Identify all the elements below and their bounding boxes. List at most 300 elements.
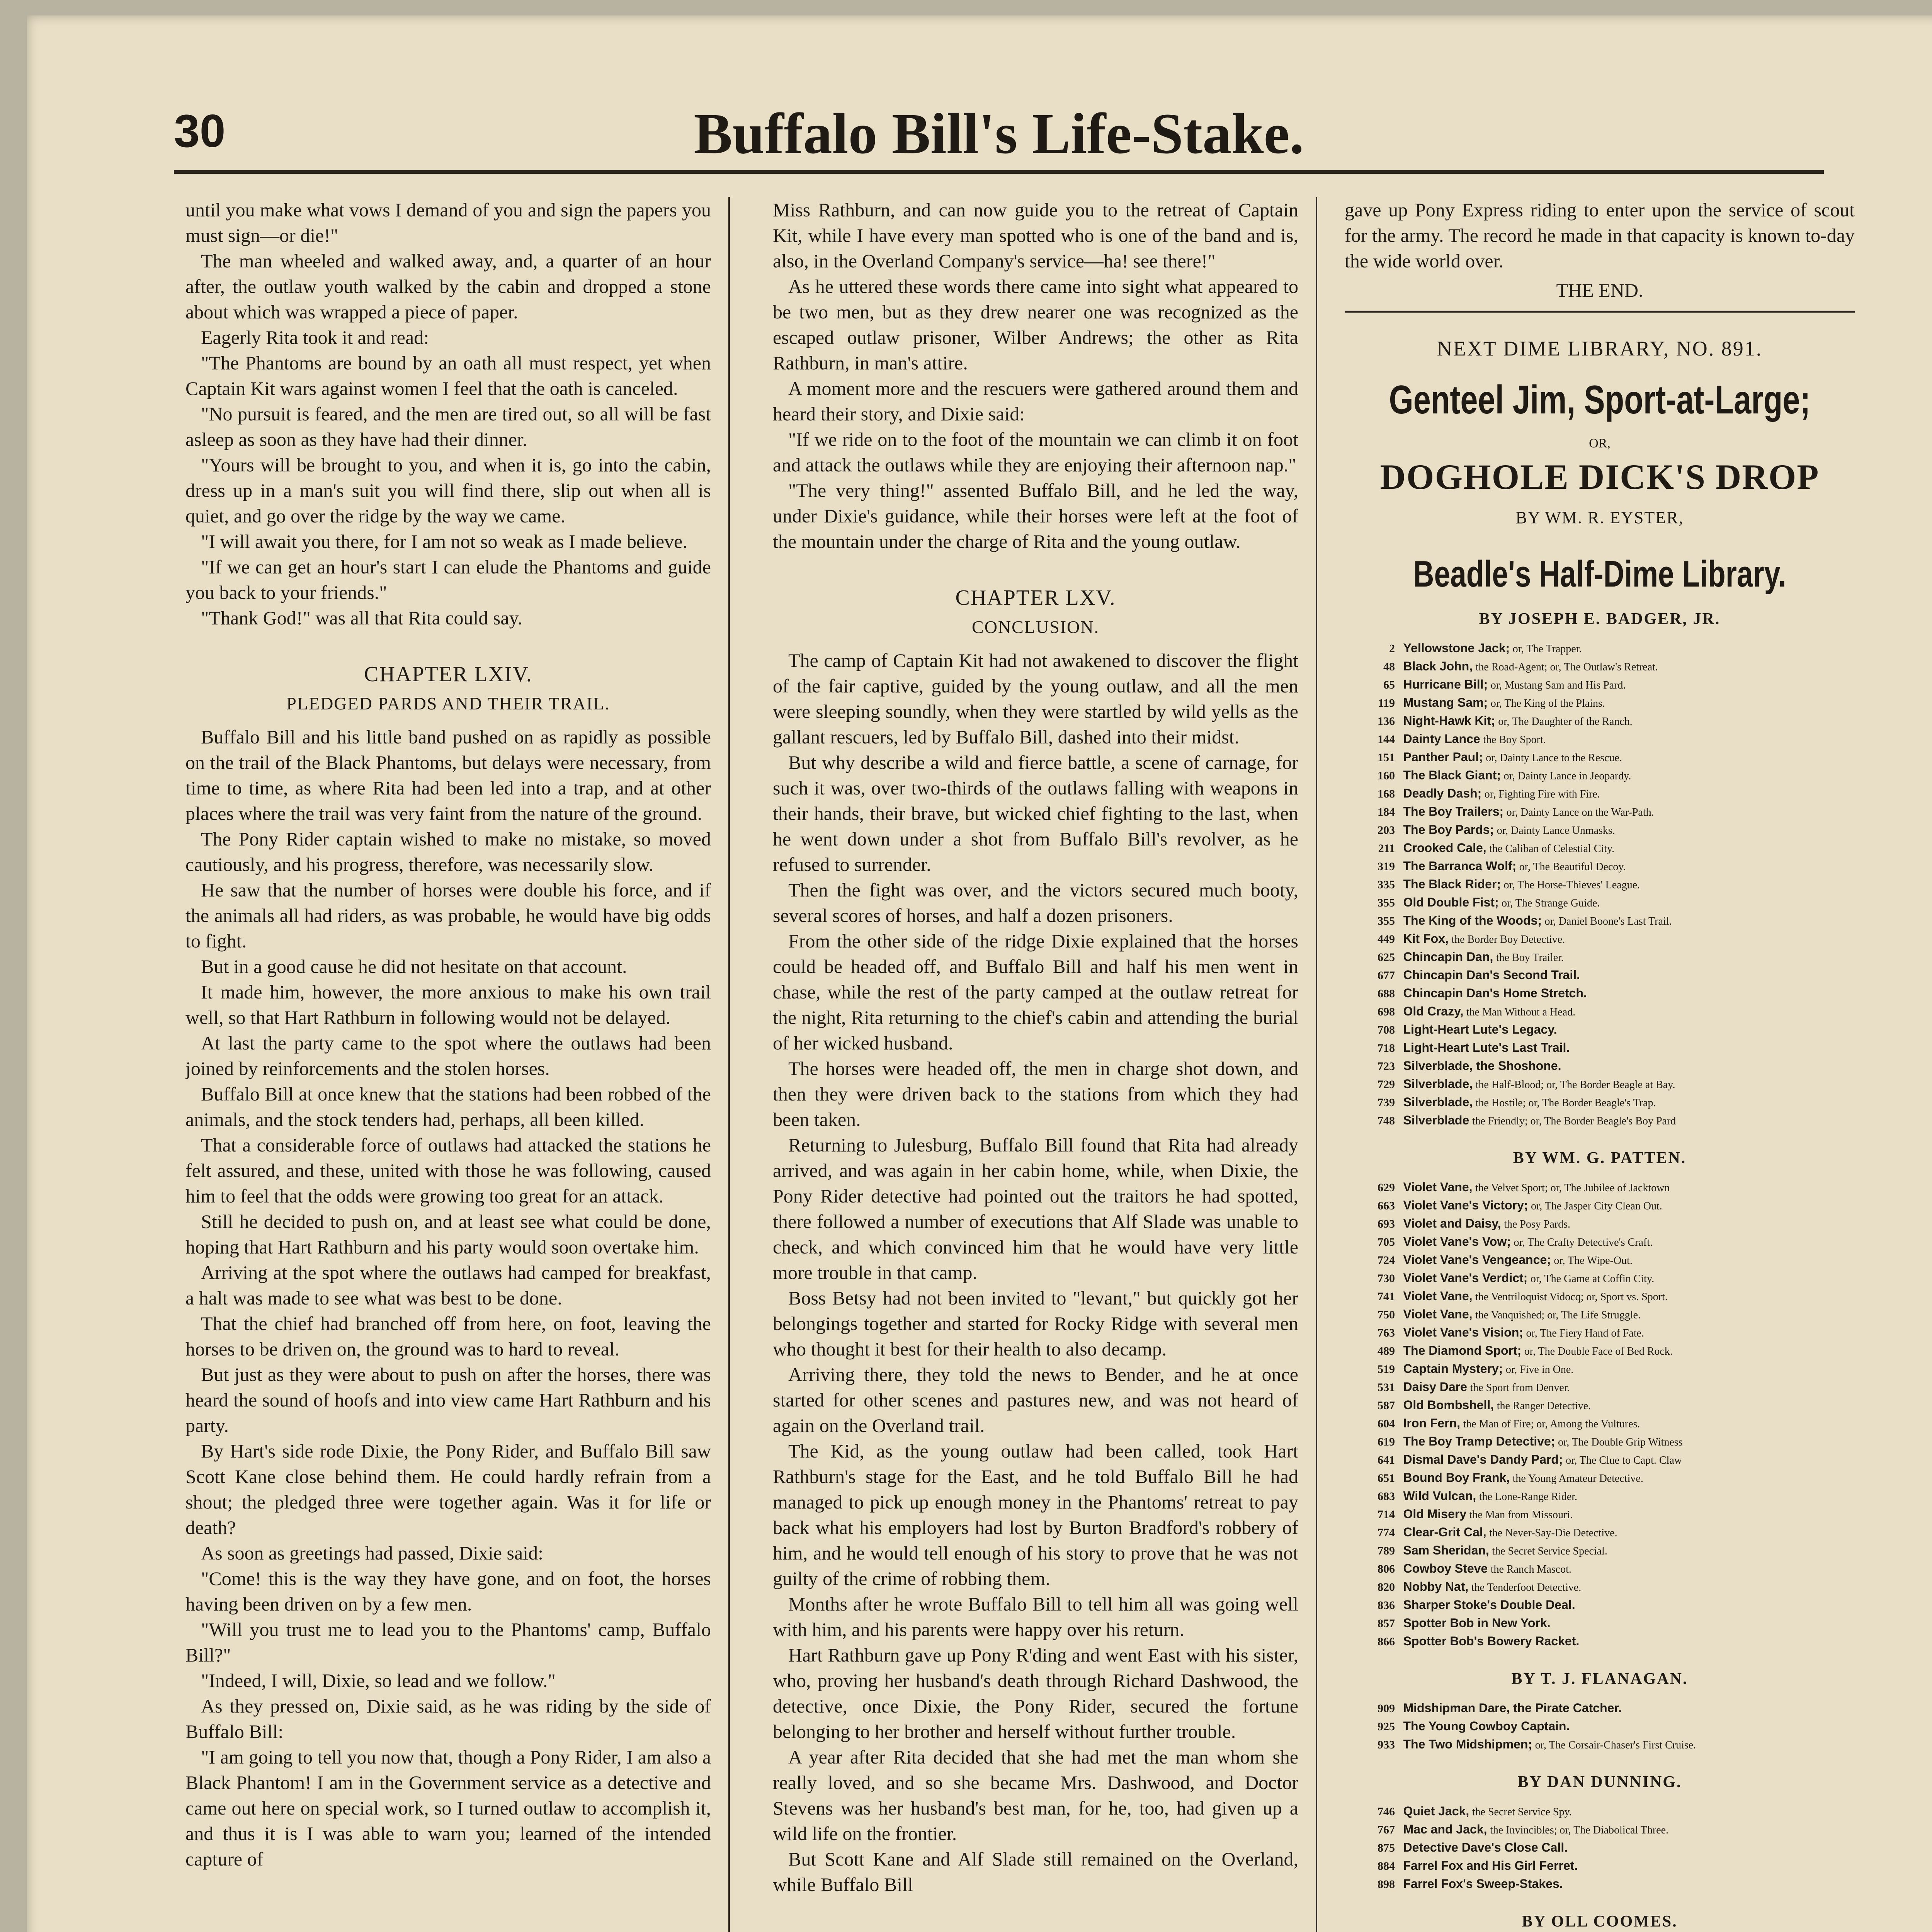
paragraph: "Thank God!" was all that Rita could say. [201,607,522,629]
item-title: Chincapin Dan's Home Stretch. [1403,986,1587,1000]
item-subtitle: the Boy Trailer. [1496,952,1564,964]
item-title: The Boy Trailers; [1403,804,1504,818]
item-number: 741 [1378,1290,1395,1303]
item-subtitle: the Sport from Denver. [1470,1382,1570,1394]
item-number: 746 [1378,1805,1395,1818]
item-title: Spotter Bob in New York. [1403,1616,1551,1630]
paragraph: until you make what vows I demand of you and sign the papers you must sign—or die!" [185,199,711,246]
paragraph: Hart Rathburn gave up Pony R'ding and went East with his sister, who, proving her husband's death through Richard Dashwood, the detective, once Dixie, the Pony Rider, secured the fortune belonging to her brother and herself without further trouble. [773,1644,1298,1742]
list-item [1352,1233,1855,1251]
item-subtitle: or, Dainty Lance on the War-Path. [1506,806,1654,818]
item-title: Silverblade, [1403,1095,1473,1109]
paragraph: "I will await you there, for I am not so weak as I made believe. [201,531,687,552]
chapter-heading: CHAPTER LXV. [955,586,1116,610]
item-title: Captain Mystery; [1403,1362,1503,1376]
author-heading: BY DAN DUNNING. [1517,1773,1682,1791]
list-item [1352,1415,1855,1433]
paragraph: Buffalo Bill and his little band pushed on as rapidly as possible on the trail of the Black Phantoms, but delays were necessary, from time to time, as where Rita had been led into a trap, and at other places where the trail was very faint from the nature of the ground. [185,726,711,824]
paragraph: But just as they were about to push on after the horses, there was heard the sound of hoofs and into view came Hart Rathburn and his party. [185,1364,711,1436]
item-subtitle: or, The Strange Guide. [1502,897,1600,909]
item-subtitle: or, The Fiery Hand of Fate. [1526,1327,1645,1339]
item-number: 774 [1378,1526,1395,1539]
item-number: 898 [1378,1878,1395,1891]
paragraph: But Scott Kane and Alf Slade still remained on the Overland, while Buffalo Bill [773,1848,1298,1895]
list-item [1352,1039,1855,1057]
item-number: 629 [1378,1181,1395,1194]
item-number: 866 [1378,1635,1395,1648]
list-item [1352,1433,1855,1451]
item-subtitle: the Man of Fire; or, Among the Vultures. [1463,1418,1640,1430]
item-number: 144 [1378,733,1395,746]
item-number: 767 [1378,1823,1395,1836]
list-item [1352,1075,1855,1094]
paragraph: As they pressed on, Dixie said, as he was riding by the side of Buffalo Bill: [185,1695,711,1742]
paragraph: "If we can get an hour's start I can elude the Phantoms and guide you back to your friends." [185,556,711,603]
paragraph: The camp of Captain Kit had not awakened to discover the flight of the fair captive, guided by the young outlaw, and all the men were sleeping soundly, when they were startled by wild yells as the gallant rescuers, led by Buffalo Bill, dashed into their midst. [773,650,1298,748]
list-item [1352,1542,1855,1560]
list-item [1352,1505,1855,1524]
list-item [1352,1578,1855,1596]
item-title: The Barranca Wolf; [1403,859,1517,873]
item-number: 718 [1378,1042,1395,1054]
list-item [1352,948,1855,966]
paragraph: By Hart's side rode Dixie, the Pony Rider, and Buffalo Bill saw Scott Kane close behind them. He could hardly refrain from a shout; the pledged three were together again. Was it for life or death? [185,1440,711,1538]
item-title: Old Crazy, [1403,1004,1464,1018]
item-title: Light-Heart Lute's Legacy. [1403,1022,1557,1036]
author-heading: BY WM. G. PATTEN. [1513,1149,1687,1167]
paragraph: Months after he wrote Buffalo Bill to tell him all was going well with him, and his parents were happy over his return. [773,1593,1298,1640]
paragraph: A moment more and the rescuers were gathered around them and heard their story, and Dixie said: [773,378,1298,425]
item-subtitle: or, Dainty Lance in Jeopardy. [1503,770,1631,782]
item-subtitle: or, Fighting Fire with Fire. [1484,788,1600,800]
item-number: 708 [1378,1024,1395,1036]
item-number: 730 [1378,1272,1395,1285]
item-title: Spotter Bob's Bowery Racket. [1403,1634,1580,1648]
item-title: Dainty Lance [1403,732,1480,746]
item-title: Old Double Fist; [1403,895,1499,909]
list-item [1352,1112,1855,1130]
item-subtitle: the Ranch Mascot. [1490,1563,1571,1575]
item-subtitle: the Ranger Detective. [1497,1400,1591,1412]
item-number: 723 [1378,1060,1395,1073]
item-number: 119 [1378,697,1395,709]
item-number: 335 [1378,878,1395,891]
item-title: Bound Boy Frank, [1403,1471,1510,1485]
list-item [1352,821,1855,839]
author-heading: BY JOSEPH E. BADGER, JR. [1479,610,1721,628]
list-item [1352,876,1855,894]
paragraph: But why describe a wild and fierce battle, a scene of carnage, for such it was, over two-thirds of the outlaws falling with weapons in their hands, their brave, but wicked chief fighting to the last, when he went down under a shot from Buffalo Bill's revolver, as he refused to surrender. [773,752,1298,875]
item-number: 587 [1378,1399,1395,1412]
paragraph: "The very thing!" assented Buffalo Bill, and he led the way, under Dixie's guidance, while their horses were left at the foot of the mountain under the charge of Rita and the young outlaw. [773,480,1298,552]
item-number: 151 [1378,751,1395,764]
list-item [1352,1487,1855,1505]
paragraph: As he uttered these words there came into sight what appeared to be two men, but as they drew nearer one was recognized as the escaped outlaw prisoner, Wilber Andrews; the other as Rita Rathburn, in man's attire. [773,276,1298,374]
item-title: The Boy Tramp Detective; [1403,1434,1555,1448]
item-number: 136 [1378,715,1395,728]
chapter-subtitle: CONCLUSION. [972,617,1099,637]
paragraph: "No pursuit is feared, and the men are tired out, so all will be fast asleep as soon as they have had their dinner. [185,403,711,450]
item-subtitle: the Man Without a Head. [1466,1006,1576,1018]
item-title: Violet Vane's Vow; [1403,1235,1511,1248]
list-item [1352,1179,1855,1197]
list-item [1352,803,1855,821]
list-item [1352,1821,1855,1839]
paragraph: It made him, however, the more anxious to make his own trail well, so that Hart Rathburn in following would not be delayed. [185,981,711,1028]
item-title: Kit Fox, [1403,932,1449,946]
item-title: Violet Vane's Vision; [1403,1325,1524,1339]
item-title: Violet Vane, [1403,1289,1473,1303]
page-header [174,97,1824,174]
item-subtitle: the Young Amateur Detective. [1512,1473,1643,1485]
list-item [1352,785,1855,803]
list-item [1352,1803,1855,1821]
item-subtitle: or, The Game at Coffin City. [1530,1273,1655,1285]
list-item [1352,912,1855,930]
list-item [1352,1094,1855,1112]
item-title: Old Bombshell, [1403,1398,1494,1412]
item-subtitle: the Velvet Sport; or, The Jubilee of Jacktown [1475,1182,1670,1194]
item-subtitle: or, The Jasper City Clean Out. [1531,1200,1662,1212]
item-number: 724 [1378,1254,1395,1267]
item-title: Violet Vane, [1403,1307,1473,1321]
item-number: 820 [1378,1581,1395,1594]
next-issue-notice: NEXT DIME LIBRARY, NO. 891. [1437,337,1763,360]
item-subtitle: the Lone-Range Rider. [1479,1491,1578,1503]
item-title: The Boy Pards; [1403,823,1494,837]
paragraph: But in a good cause he did not hesitate on that account. [201,956,627,977]
item-title: Violet Vane's Victory; [1403,1198,1528,1212]
item-title: Black John, [1403,659,1473,673]
item-number: 705 [1378,1236,1395,1248]
catalog-list [1345,606,1855,1932]
item-title: Quiet Jack, [1403,1804,1469,1818]
item-title: Chincapin Dan, [1403,950,1493,964]
item-title: Silverblade, [1403,1077,1473,1091]
list-item [1352,730,1855,748]
item-title: The Two Midshipmen; [1403,1737,1532,1751]
paragraph: That the chief had branched off from here, on foot, leaving the horses to be driven on, the ground was to hard to reveal. [185,1313,711,1360]
item-subtitle: or, The Daughter of the Ranch. [1498,716,1633,728]
item-number: 519 [1378,1363,1395,1376]
paragraph: "Indeed, I will, Dixie, so lead and we follow." [201,1670,556,1691]
list-item [1352,1021,1855,1039]
library-heading: Beadle's Half-Dime Library. [1413,553,1786,595]
list-item [1352,1451,1855,1469]
paragraph: Still he decided to push on, and at least see what could be done, hoping that Hart Rathburn and his party would soon overtake him. [185,1211,711,1258]
list-item [1352,839,1855,857]
author-heading: BY T. J. FLANAGAN. [1511,1670,1688,1688]
item-subtitle: the Road-Agent; or, The Outlaw's Retreat. [1475,661,1658,673]
item-number: 619 [1378,1435,1395,1448]
list-item [1352,1633,1855,1651]
item-subtitle: or, The Double Grip Witness [1558,1436,1683,1448]
item-number: 625 [1378,951,1395,964]
list-item [1352,1718,1855,1736]
item-subtitle: the Tenderfoot Detective. [1471,1582,1582,1594]
paragraph: Arriving at the spot where the outlaws had camped for breakfast, a halt was made to see what was best to be done. [185,1262,711,1309]
list-item [1352,1396,1855,1415]
item-title: Violet and Daisy, [1403,1216,1501,1230]
divider [1345,311,1855,313]
list-item [1352,1269,1855,1287]
list-item [1352,1857,1855,1875]
list-item [1352,1003,1855,1021]
item-title: Deadly Dash; [1403,786,1482,800]
item-subtitle: or, The Beautiful Decoy. [1519,861,1626,873]
paragraph: He saw that the number of horses were double his force, and if the animals all had riders, as was probable, he would have big odds to fight. [185,879,711,952]
list-item [1352,1324,1855,1342]
paragraph: "Come! this is the way they have gone, and on foot, the horses having been driven on by a few men. [185,1568,711,1615]
item-subtitle: the Vanquished; or, The Life Struggle. [1475,1309,1641,1321]
item-number: 789 [1378,1544,1395,1557]
item-title: Old Misery [1403,1507,1467,1521]
item-number: 688 [1378,987,1395,1000]
item-subtitle: or, Dainty Lance to the Rescue. [1486,752,1622,764]
paragraph: The horses were headed off, the men in charge shot down, and then they were driven back to the stations from which they had been taken. [773,1058,1298,1130]
item-number: 663 [1378,1199,1395,1212]
item-subtitle: or, Five in One. [1505,1364,1574,1376]
text-column-3 [1345,197,1855,1932]
list-item [1352,694,1855,712]
list-item [1352,1614,1855,1633]
item-title: Wild Vulcan, [1403,1489,1476,1503]
list-item [1352,639,1855,658]
item-subtitle: the Half-Blood; or, The Border Beagle at Bay. [1475,1079,1675,1091]
list-item [1352,1469,1855,1487]
item-subtitle: the Man from Missouri. [1469,1509,1573,1521]
paragraph: Eagerly Rita took it and read: [201,327,429,348]
item-number: 641 [1378,1454,1395,1466]
title-list [1345,1179,1855,1651]
paragraph: Arriving there, they told the news to Bender, and he at once started for other scenes and pastures new, and was not heard of again on the Overland trail. [773,1364,1298,1436]
item-title: Silverblade, the Shoshone. [1403,1059,1561,1073]
list-item [1352,676,1855,694]
item-number: 750 [1378,1308,1395,1321]
item-number: 2 [1389,642,1395,655]
item-number: 925 [1378,1720,1395,1733]
item-number: 65 [1383,679,1395,691]
list-item [1352,1378,1855,1396]
list-item [1352,1342,1855,1360]
list-item [1352,857,1855,876]
item-title: Sam Sheridan, [1403,1543,1489,1557]
item-title: Silverblade [1403,1113,1469,1127]
paragraph: "The Phantoms are bound by an oath all must respect, yet when Captain Kit wars against women I feel that the oath is canceled. [185,352,711,399]
paragraph: Returning to Julesburg, Buffalo Bill found that Rita had already arrived, and was again in her cabin home, while, when Dixie, the Pony Rider detective had pointed out the traitors he had spotted, there followed a number of executions that Alf Slade was unable to check, and which convinced him that he would have very little more trouble in that camp. [773,1134,1298,1283]
item-title: Farrel Fox and His Girl Ferret. [1403,1859,1578,1872]
item-subtitle: the Caliban of Celestial City. [1489,843,1615,855]
item-title: The Diamond Sport; [1403,1344,1522,1357]
text-column-1 [185,197,711,1932]
list-item [1352,1875,1855,1893]
paragraph: "Yours will be brought to you, and when it is, go into the cabin, dress up in a man's suit you will find there, slip out when all is quiet, and go over the ridge by the way we came. [185,454,711,527]
item-title: The Black Rider; [1403,877,1501,891]
paragraph: "I am going to tell you now that, though a Pony Rider, I am also a Black Phantom! I am in the Government service as a detective and came out here on special work, so I turned outlaw to accomplish it, and thus it is I was able to warn you; learned of the intended capture of [185,1746,711,1870]
list-item [1352,930,1855,948]
item-number: 683 [1378,1490,1395,1503]
item-number: 604 [1378,1417,1395,1430]
paragraph: The Pony Rider captain wished to make no mistake, so moved cautiously, and his progress, therefore, was necessarily slow. [185,828,711,875]
item-subtitle: the Secret Service Special. [1492,1545,1607,1557]
list-item [1352,712,1855,730]
item-number: 211 [1378,842,1395,855]
paragraph: From the other side of the ridge Dixie explained that the horses could be headed off, and Buffalo Bill and half his men went in chase, while the rest of the party camped at the outlaw retreat for the night, Rita returning to the chief's cabin and attending the burial of her wicked husband. [773,930,1298,1054]
item-subtitle: the Border Boy Detective. [1451,934,1565,946]
list-item [1352,1057,1855,1075]
item-subtitle: or, The Trapper. [1512,643,1582,655]
item-subtitle: or, Daniel Boone's Last Trail. [1544,915,1672,927]
item-subtitle: or, Mustang Sam and His Pard. [1490,679,1626,691]
paragraph: "If we ride on to the foot of the mountain we can climb it on foot and attack the outlaws while they are enjoying their afternoon nap." [773,429,1298,476]
list-item [1352,1699,1855,1718]
item-subtitle: or, The Double Face of Bed Rock. [1524,1345,1673,1357]
list-item [1352,985,1855,1003]
item-subtitle: or, The King of the Plains. [1490,697,1605,709]
list-item [1352,1287,1855,1306]
item-subtitle: or, Dainty Lance Unmasks. [1497,825,1615,837]
item-title: The King of the Woods; [1403,913,1542,927]
item-number: 449 [1378,933,1395,946]
paragraph: The man wheeled and walked away, and, a quarter of an hour after, the outlaw youth walked by the cabin and dropped a stone about which was wrapped a piece of paper. [185,250,711,323]
item-title: The Young Cowboy Captain. [1403,1719,1570,1733]
item-title: Panther Paul; [1403,750,1483,764]
paragraph: gave up Pony Express riding to enter upon the service of scout for the army. The record he made in that capacity is known to-day the wide world over. [1345,199,1855,272]
list-item [1352,1360,1855,1378]
item-number: 739 [1378,1096,1395,1109]
list-item [1352,1596,1855,1614]
item-number: 319 [1378,860,1395,873]
page-title: Buffalo Bill's Life-Stake. [694,102,1304,166]
item-number: 909 [1378,1702,1395,1715]
paragraph: At last the party came to the spot where the outlaws had been joined by reinforcements and the stolen horses. [185,1032,711,1079]
list-item [1352,1215,1855,1233]
item-title: Clear-Grit Cal, [1403,1525,1486,1539]
item-title: Chincapin Dan's Second Trail. [1403,968,1580,982]
list-item [1352,767,1855,785]
item-title: Iron Fern, [1403,1416,1461,1430]
item-subtitle: the Secret Service Spy. [1472,1806,1572,1818]
item-title: Farrel Fox's Sweep-Stakes. [1403,1877,1563,1891]
author-heading: BY OLL COOMES. [1522,1913,1678,1930]
item-subtitle: or, The Crafty Detective's Craft. [1514,1236,1653,1248]
list-item [1352,1560,1855,1578]
item-title: Hurricane Bill; [1403,677,1488,691]
paragraph: The Kid, as the young outlaw had been called, took Hart Rathburn's stage for the East, and he told Buffalo Bill he had managed to pick up enough money in the Phantoms' retreat to pay back what his employers had lost by Burton Bradford's robbery of him, and he would tell enough of his story to prove that he was not guilty of the crime of robbing them. [773,1440,1298,1589]
item-title: Sharper Stoke's Double Deal. [1403,1598,1575,1612]
item-number: 875 [1378,1842,1395,1854]
list-item [1352,1839,1855,1857]
list-item [1352,1197,1855,1215]
item-number: 836 [1378,1599,1395,1612]
item-number: 168 [1378,787,1395,800]
list-item [1352,1251,1855,1269]
item-number: 857 [1378,1617,1395,1630]
item-number: 698 [1378,1005,1395,1018]
item-title: Light-Heart Lute's Last Trail. [1403,1041,1570,1054]
item-number: 355 [1378,915,1395,927]
paragraph: "Will you trust me to lead you to the Phantoms' camp, Buffalo Bill?" [185,1619,711,1666]
item-number: 933 [1378,1738,1395,1751]
item-title: Detective Dave's Close Call. [1403,1840,1568,1854]
paragraph: A year after Rita decided that she had met the man whom she really loved, and so she became Mrs. Dashwood, and Doctor Stevens was her husband's best man, for he, too, had given up a wild life on the frontier. [773,1746,1298,1844]
next-subtitle: DOGHOLE DICK'S DROP [1380,457,1820,497]
item-title: Midshipman Dare, the Pirate Catcher. [1403,1701,1622,1715]
item-subtitle: the Invincibles; or, The Diabolical Three. [1490,1824,1669,1836]
item-number: 693 [1378,1218,1395,1230]
item-title: Yellowstone Jack; [1403,641,1510,655]
item-title: Dismal Dave's Dandy Pard; [1403,1452,1563,1466]
item-subtitle: or, The Wipe-Out. [1554,1255,1633,1267]
item-subtitle: the Posy Pards. [1504,1218,1571,1230]
list-item [1352,966,1855,985]
next-title: Genteel Jim, Sport-at-Large; [1389,378,1811,422]
chapter-subtitle: PLEDGED PARDS AND THEIR TRAIL. [286,694,610,713]
item-title: Violet Vane's Verdict; [1403,1271,1528,1285]
paragraph: Miss Rathburn, and can now guide you to the retreat of Captain Kit, while I have every man spotted who is one of the band and is, also, in the Overland Company's service—ha! see there!" [773,199,1298,272]
paragraph: As soon as greetings had passed, Dixie said: [201,1542,543,1564]
list-item [1352,1524,1855,1542]
item-title: Violet Vane, [1403,1180,1473,1194]
item-title: Violet Vane's Vengeance; [1403,1253,1551,1267]
item-subtitle: or, The Corsair-Chaser's First Cruise. [1535,1739,1696,1751]
item-number: 884 [1378,1860,1395,1872]
item-number: 748 [1378,1114,1395,1127]
item-title: The Black Giant; [1403,768,1501,782]
item-number: 763 [1378,1327,1395,1339]
item-subtitle: the Hostile; or, The Border Beagle's Trap. [1475,1097,1656,1109]
item-number: 203 [1378,824,1395,837]
item-subtitle: the Never-Say-Die Detective. [1489,1527,1617,1539]
paragraph: Then the fight was over, and the victors secured much booty, several scores of horses, and half a dozen prisoners. [773,879,1298,926]
item-number: 729 [1378,1078,1395,1091]
item-subtitle: or, The Horse-Thieves' League. [1503,879,1640,891]
item-title: Night-Hawk Kit; [1403,714,1495,728]
item-number: 160 [1378,769,1395,782]
column-rule-1 [728,197,730,1932]
item-subtitle: the Friendly; or, The Border Beagle's Boy Pard [1472,1115,1676,1127]
item-title: Cowboy Steve [1403,1561,1488,1575]
column-rule-2 [1316,197,1317,1932]
title-list [1345,1699,1855,1754]
item-number: 677 [1378,969,1395,982]
text-column-2 [773,197,1298,1932]
item-number: 531 [1378,1381,1395,1394]
list-item [1352,1306,1855,1324]
item-subtitle: the Ventriloquist Vidocq; or, Sport vs. Sport. [1475,1291,1668,1303]
list-item [1352,748,1855,767]
item-title: Daisy Dare [1403,1380,1467,1394]
paragraph: Boss Betsy had not been invited to "levant," but quickly got her belongings together and started for Rocky Ridge with several men who thought it best for their health to also decamp. [773,1287,1298,1360]
or-label: OR, [1589,436,1611,451]
list-item [1352,1736,1855,1754]
paragraph: That a considerable force of outlaws had attacked the stations he felt assured, and these, united with those he was following, caused him to feel that the odds were growing too great for an attack. [185,1134,711,1207]
item-number: 355 [1378,896,1395,909]
item-title: Mac and Jack, [1403,1822,1487,1836]
item-number: 651 [1378,1472,1395,1485]
magazine-page [27,15,1932,1932]
item-number: 489 [1378,1345,1395,1357]
item-title: Nobby Nat, [1403,1580,1469,1594]
list-item [1352,658,1855,676]
next-byline: BY WM. R. EYSTER, [1515,508,1684,527]
item-number: 806 [1378,1563,1395,1575]
item-title: Mustang Sam; [1403,696,1488,709]
the-end: THE END. [1556,279,1643,301]
paragraph: Buffalo Bill at once knew that the stations had been robbed of the animals, and the stock tenders had, perhaps, all been killed. [185,1083,711,1130]
item-number: 714 [1378,1508,1395,1521]
list-item [1352,894,1855,912]
